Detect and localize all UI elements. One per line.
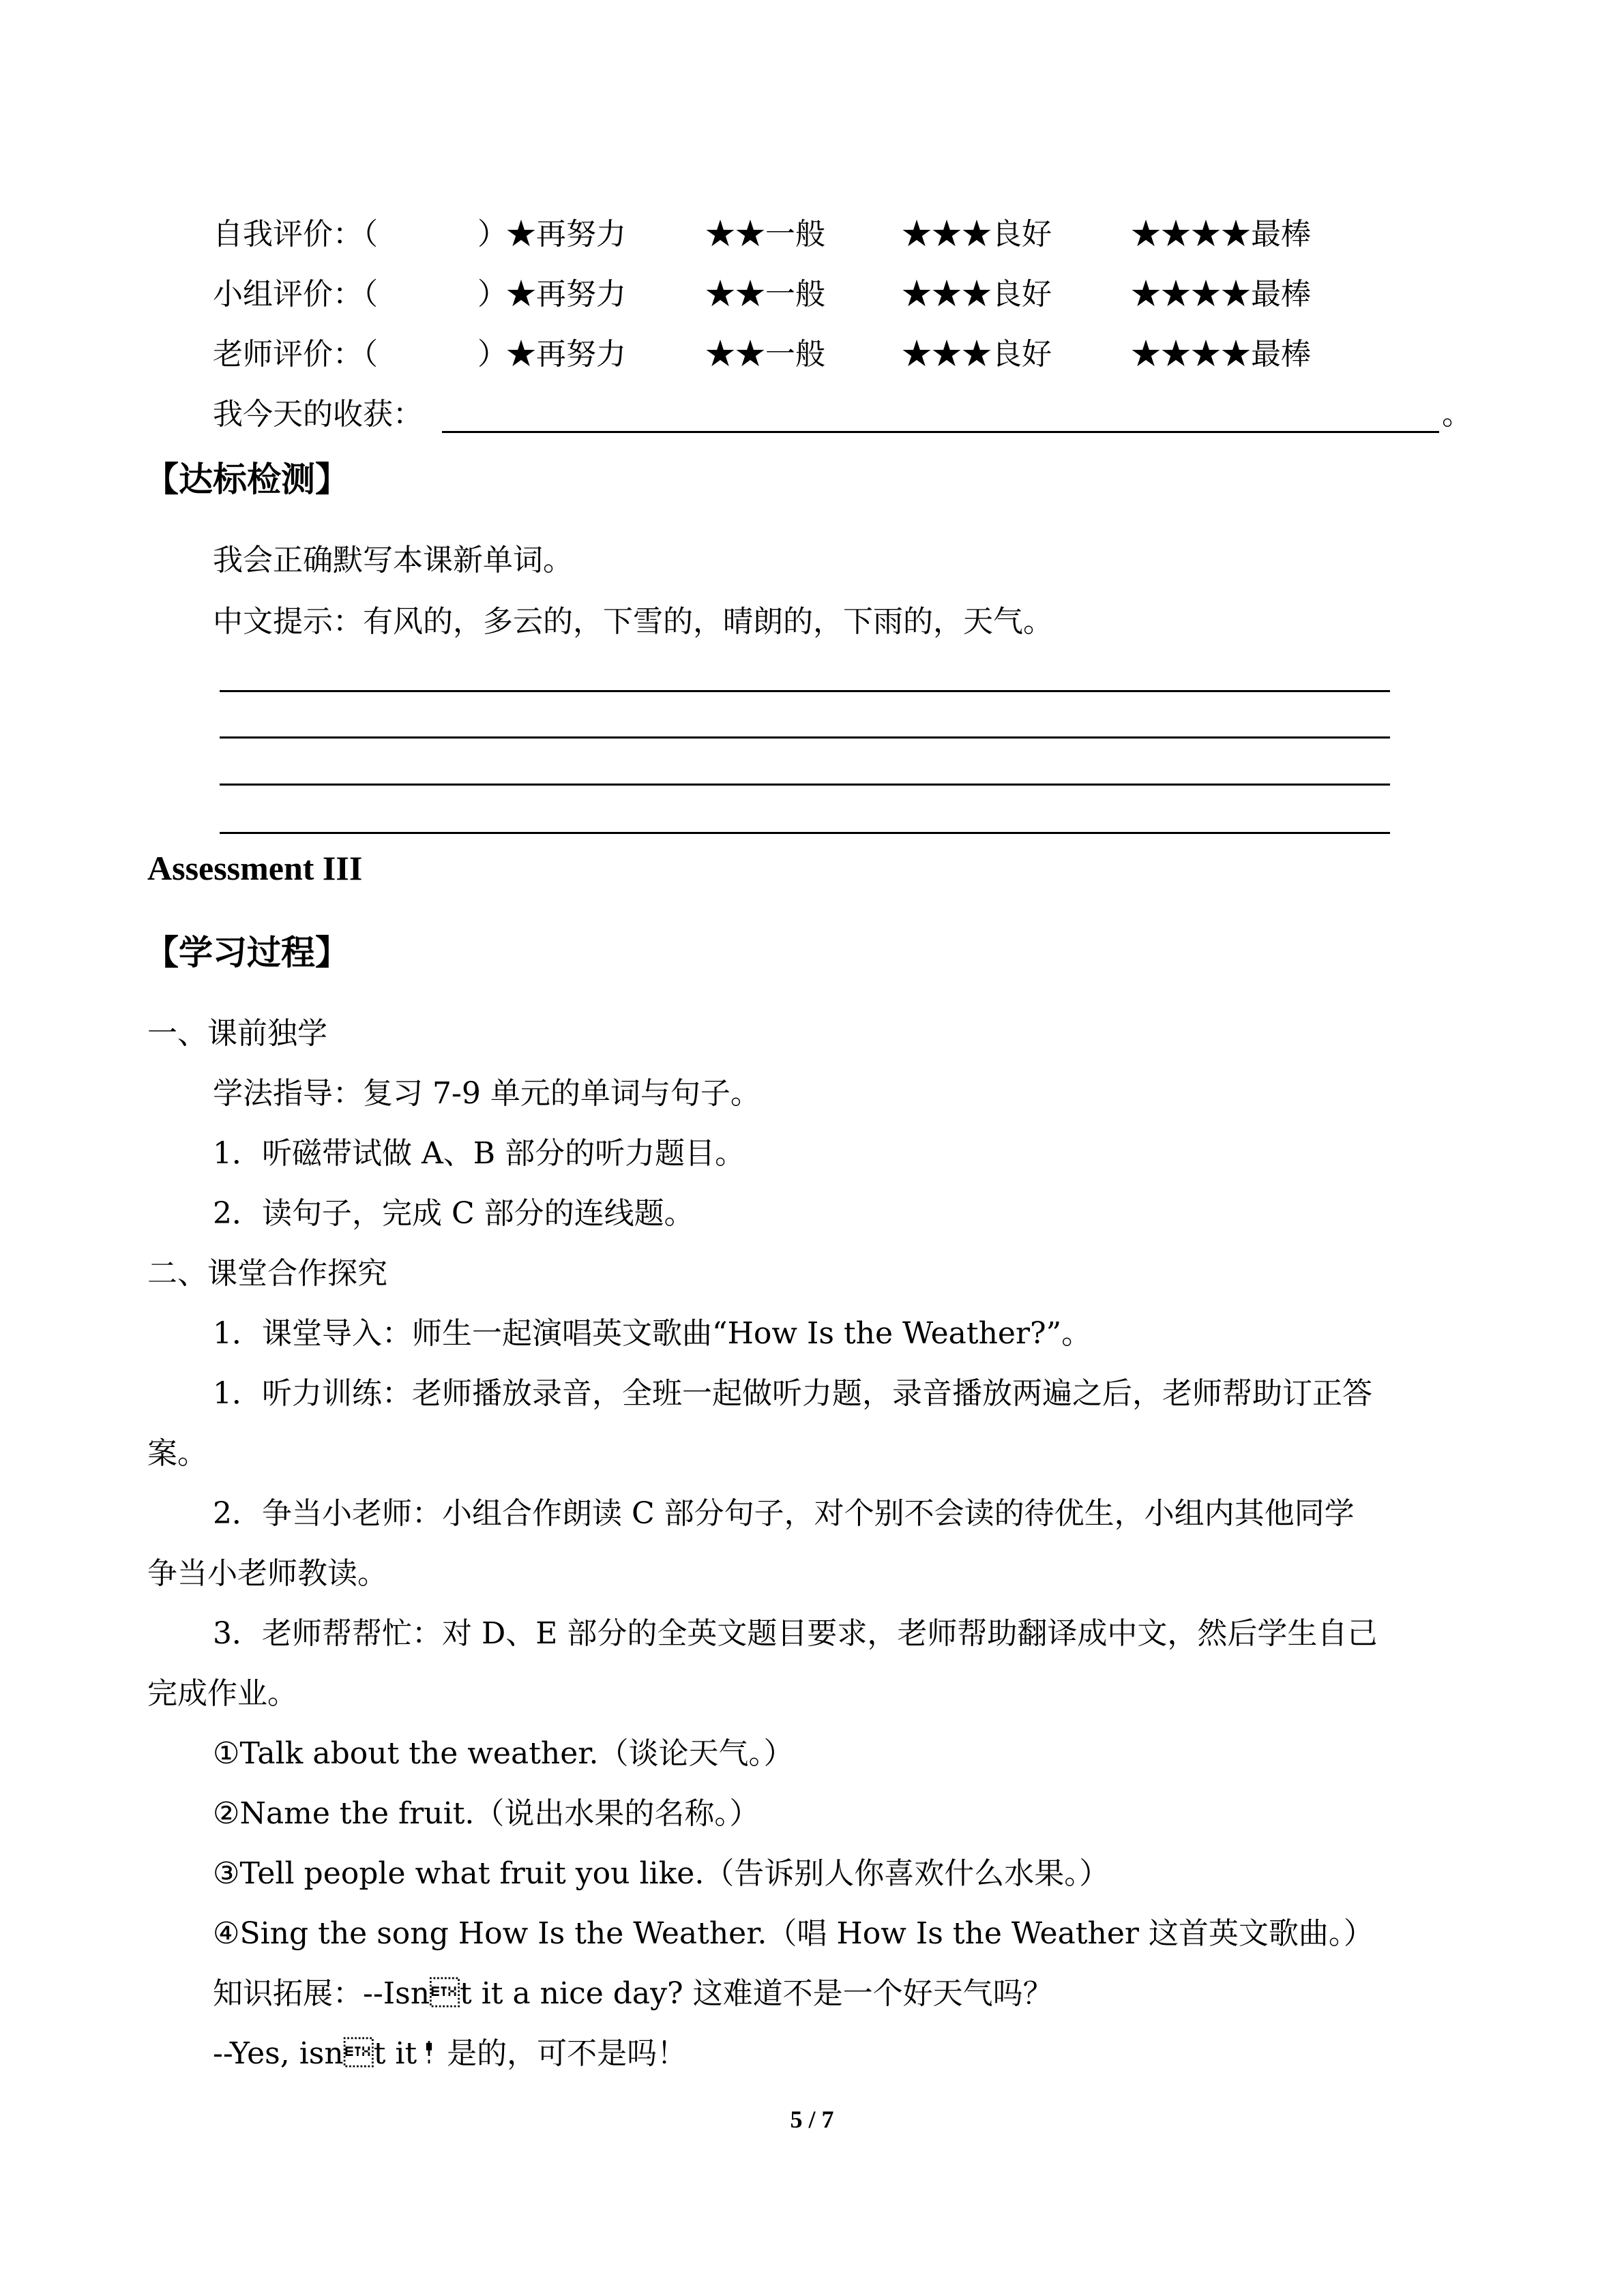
extension-line-1: 知识拓展：--Isnt it a nice day? 这难道不是一个好天气吗？	[213, 1976, 1053, 2011]
process-heading: 【学习过程】	[145, 933, 349, 972]
section-2-item-2-line-2: 案。	[147, 1436, 207, 1471]
task-1: ①Talk about the weather.（谈论天气。）	[213, 1736, 794, 1771]
section-2-title: 二、课堂合作探究	[147, 1256, 387, 1291]
eval-row-group	[213, 277, 1372, 314]
check-hint: 中文提示：有风的，多云的，下雪的，晴朗的，下雨的，天气。	[213, 604, 1053, 639]
eval-label: 小组评价：（	[213, 277, 378, 312]
eval-option-4: ★★★★最棒	[1131, 277, 1311, 312]
eval-option-3: ★★★良好	[902, 217, 1052, 252]
section-2-item-1: 1．课堂导入：师生一起演唱英文歌曲“How Is the Weather?”。	[213, 1316, 1092, 1351]
eval-option-3: ★★★良好	[902, 277, 1052, 312]
answer-line-4[interactable]	[220, 832, 1390, 834]
eval-option-4: ★★★★最棒	[1131, 217, 1311, 252]
check-instruction: 我会正确默写本课新单词。	[213, 543, 573, 578]
harvest-end-mark: 。	[1442, 397, 1472, 432]
task-3: ③Tell people what fruit you like.（告诉别人你喜欢什么水果。）	[213, 1856, 1110, 1891]
harvest-answer-line[interactable]	[442, 431, 1439, 433]
answer-line-3[interactable]	[220, 784, 1390, 786]
section-1-item-1: 1．听磁带试做 A、B 部分的听力题目。	[213, 1136, 745, 1171]
assessment-title: Assessment III	[147, 849, 363, 887]
eval-option-2: ★★一般	[705, 337, 825, 372]
eval-option-3: ★★★良好	[902, 337, 1052, 372]
eval-row-self	[213, 217, 1372, 254]
eval-label: 老师评价：（	[213, 337, 378, 372]
eval-label: 自我评价：（	[213, 217, 378, 252]
eval-option-1: ★再努力	[506, 217, 626, 252]
section-1-item-2: 2．读句子，完成 C 部分的连线题。	[213, 1196, 694, 1231]
eval-option-1: ★再努力	[506, 277, 626, 312]
eval-row-teacher	[213, 337, 1372, 374]
eval-paren-close: ）	[477, 217, 507, 252]
eval-option-1: ★再努力	[506, 337, 626, 372]
check-heading: 【达标检测】	[145, 460, 349, 499]
section-2-item-3-line-2: 争当小老师教读。	[147, 1556, 387, 1591]
harvest-label: 我今天的收获：	[213, 397, 423, 432]
eval-paren-close: ）	[477, 337, 507, 372]
page-number: 5 / 7	[790, 2106, 834, 2133]
section-2-item-4-line-1: 3．老师帮帮忙：对 D、E 部分的全英文题目要求，老师帮助翻译成中文，然后学生自己	[213, 1616, 1378, 1651]
eval-option-4: ★★★★最棒	[1131, 337, 1311, 372]
extension-line-2: --Yes, isnt it！是的，可不是吗！	[213, 2036, 688, 2071]
section-2-item-4-line-2: 完成作业。	[147, 1676, 297, 1711]
section-2-item-2-line-1: 1．听力训练：老师播放录音，全班一起做听力题，录音播放两遍之后，老师帮助订正答	[213, 1376, 1372, 1411]
eval-option-2: ★★一般	[705, 217, 825, 252]
task-2: ②Name the fruit.（说出水果的名称。）	[213, 1796, 760, 1831]
answer-line-1[interactable]	[220, 690, 1390, 692]
section-1-guide: 学法指导：复习 7-9 单元的单词与句子。	[213, 1076, 761, 1111]
answer-line-2[interactable]	[220, 736, 1390, 739]
eval-option-2: ★★一般	[705, 277, 825, 312]
eval-paren-close: ）	[477, 277, 507, 312]
section-2-item-3-line-1: 2．争当小老师：小组合作朗读 C 部分句子，对个别不会读的待优生，小组内其他同学	[213, 1496, 1355, 1531]
section-1-title: 一、课前独学	[147, 1016, 327, 1051]
task-4: ④Sing the song How Is the Weather.（唱 How Is the Weather 这首英文歌曲。）	[213, 1916, 1374, 1951]
